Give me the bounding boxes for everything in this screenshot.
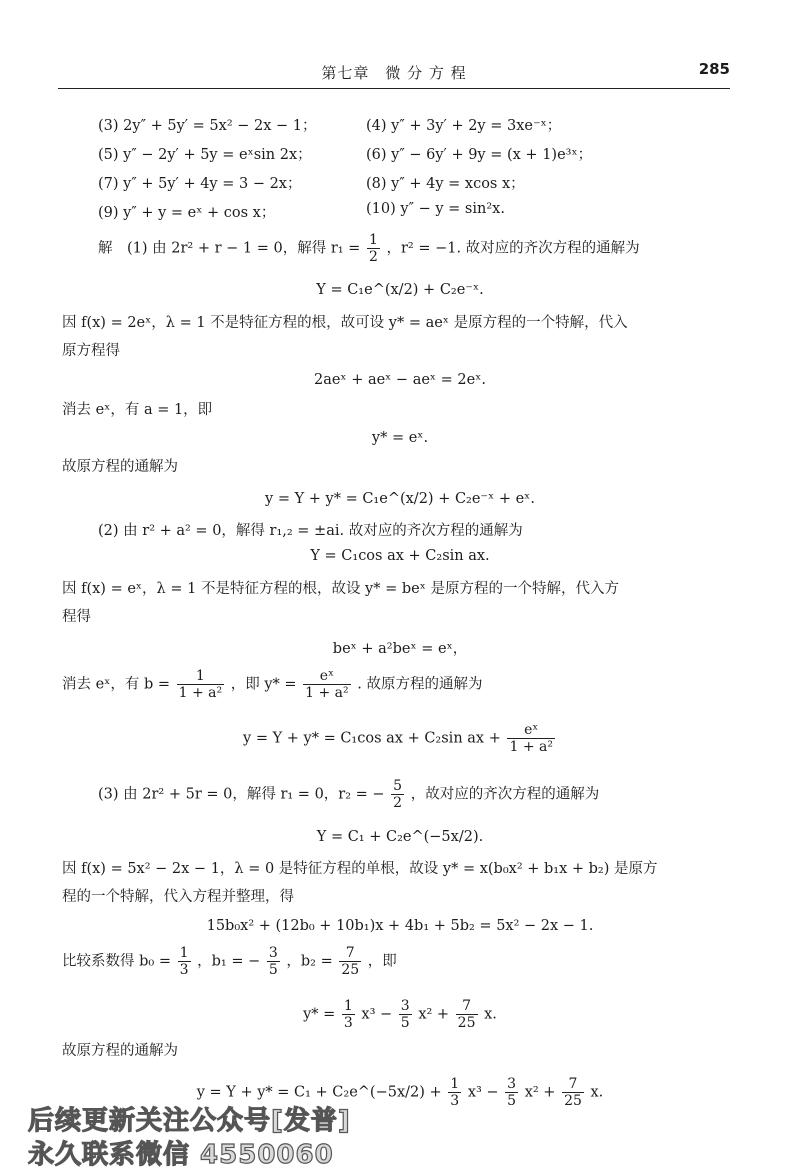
equation-substitution-2: beˣ + a²beˣ = eˣ，: [332, 641, 468, 657]
paragraph-particular-2a: 因 f(x) = eˣ，λ = 1 不是特征方程的根，故设 y* = beˣ 是原方程的一个特解，代入方: [62, 581, 619, 597]
solution-2-intro: (2) 由 r² + a² = 0，解得 r₁,₂ = ±ai. 故对应的齐次方程的通解为: [98, 523, 523, 539]
equation-general-1: y = Y + y* = C₁e^(x/2) + C₂e⁻ˣ + eˣ.: [265, 491, 535, 507]
fraction-particular-2: $\frac{\text{eˣ}}{\text{1 + a²}}$: [305, 668, 349, 702]
equation-general-3: y = Y + y* = C₁ + C₂e^(−5x/2) + $\frac{1}{3}$ x³ − $\frac{3}{5}$ x² + $\frac{7}{25}$ x.: [196, 1076, 604, 1110]
exercise-8: (8) y″ + 4y = xcos x；: [366, 176, 525, 192]
equation-particular-3: y* = $\frac{1}{3}$ x³ − $\frac{3}{5}$ x² + $\frac{7}{25}$ x.: [303, 998, 497, 1032]
watermark-line-1: 后续更新关注公众号[发普]: [28, 1106, 351, 1136]
paragraph-particular-3a: 因 f(x) = 5x² − 2x − 1，λ = 0 是特征方程的单根，故设 y* = x(b₀x² + b₁x + b₂) 是原方: [62, 861, 658, 877]
exercise-4: (4) y″ + 3y′ + 2y = 3xe⁻ˣ；: [366, 118, 562, 134]
fraction-one-half: $\frac{1}{2}$: [368, 232, 378, 266]
paragraph-general-3: 故原方程的通解为: [62, 1043, 178, 1059]
chapter-title: 第七章 微 分 方 程: [321, 64, 467, 82]
fraction-b-value: $\frac{1}{\text{1 + a²}}$: [178, 668, 223, 702]
fraction-b0: $\frac{1}{3}$: [179, 945, 189, 979]
solution-1-intro: 解 (1) 由 2r² + r − 1 = 0，解得 r₁ = $\frac{1}{2}$ ，r² = −1. 故对应的齐次方程的通解为: [98, 232, 640, 266]
fraction-b1: $\frac{3}{5}$: [268, 945, 278, 979]
fraction-b2: $\frac{7}{25}$: [341, 945, 360, 979]
paragraph-general-1: 故原方程的通解为: [62, 459, 178, 475]
exercise-9: (9) y″ + y = eˣ + cos x；: [98, 205, 276, 221]
paragraph-particular-2b: 程得: [62, 609, 91, 625]
equation-homogeneous-2: Y = C₁cos ax + C₂sin ax.: [310, 548, 490, 564]
exercise-6: (6) y″ − 6y′ + 9y = (x + 1)e³ˣ；: [366, 147, 593, 163]
exercise-5: (5) y″ − 2y′ + 5y = eˣsin 2x；: [98, 147, 312, 163]
exercise-3: (3) 2y″ + 5y′ = 5x² − 2x − 1；: [98, 118, 317, 134]
solution-3-intro: (3) 由 2r² + 5r = 0，解得 r₁ = 0，r₂ = − $\frac{5}{2}$ ，故对应的齐次方程的通解为: [98, 778, 600, 812]
page-header: [58, 58, 730, 88]
fraction-general-2: $\frac{\text{eˣ}}{\text{1 + a²}}$: [509, 722, 553, 756]
exercise-7: (7) y″ + 5y′ + 4y = 3 − 2x；: [98, 176, 302, 192]
equation-particular-1: y* = eˣ.: [371, 430, 429, 446]
paragraph-eliminate-1: 消去 eˣ，有 a = 1，即: [62, 402, 213, 418]
equation-substitution-1: 2aeˣ + aeˣ − aeˣ = 2eˣ.: [313, 372, 486, 388]
header-rule: [58, 88, 730, 89]
paragraph-eliminate-2: 消去 eˣ，有 b = $\frac{1}{\text{1 + a²}}$ ，即 y* = $\frac{\text{eˣ}}{\text{1 + a²}}$ . 故原方程的通解为: [62, 668, 483, 702]
equation-homogeneous-3: Y = C₁ + C₂e^(−5x/2).: [316, 829, 484, 845]
equation-substitution-3: 15b₀x² + (12b₀ + 10b₁)x + 4b₁ + 5b₂ = 5x² − 2x − 1.: [206, 918, 594, 934]
fraction-five-halves: $\frac{5}{2}$: [393, 778, 403, 812]
page-number: 285: [698, 60, 730, 78]
equation-general-2: y = Y + y* = C₁cos ax + C₂sin ax + $\frac{\text{eˣ}}{\text{1 + a²}}$: [243, 722, 553, 756]
paragraph-particular-1a: 因 f(x) = 2eˣ，λ = 1 不是特征方程的根，故可设 y* = aeˣ 是原方程的一个特解，代入: [62, 315, 628, 331]
exercise-10: (10) y″ − y = sin²x.: [366, 201, 505, 217]
paragraph-coefficients: 比较系数得 b₀ = $\frac{1}{3}$ ，b₁ = − $\frac{3}{5}$ ，b₂ = $\frac{7}{25}$ ，即: [62, 945, 397, 979]
paragraph-particular-1b: 原方程得: [62, 343, 120, 359]
watermark-line-2: 永久联系微信 4550060: [28, 1140, 334, 1170]
paragraph-particular-3b: 程的一个特解，代入方程并整理，得: [62, 889, 294, 905]
equation-homogeneous-1: Y = C₁e^(x/2) + C₂e⁻ˣ.: [316, 282, 484, 298]
